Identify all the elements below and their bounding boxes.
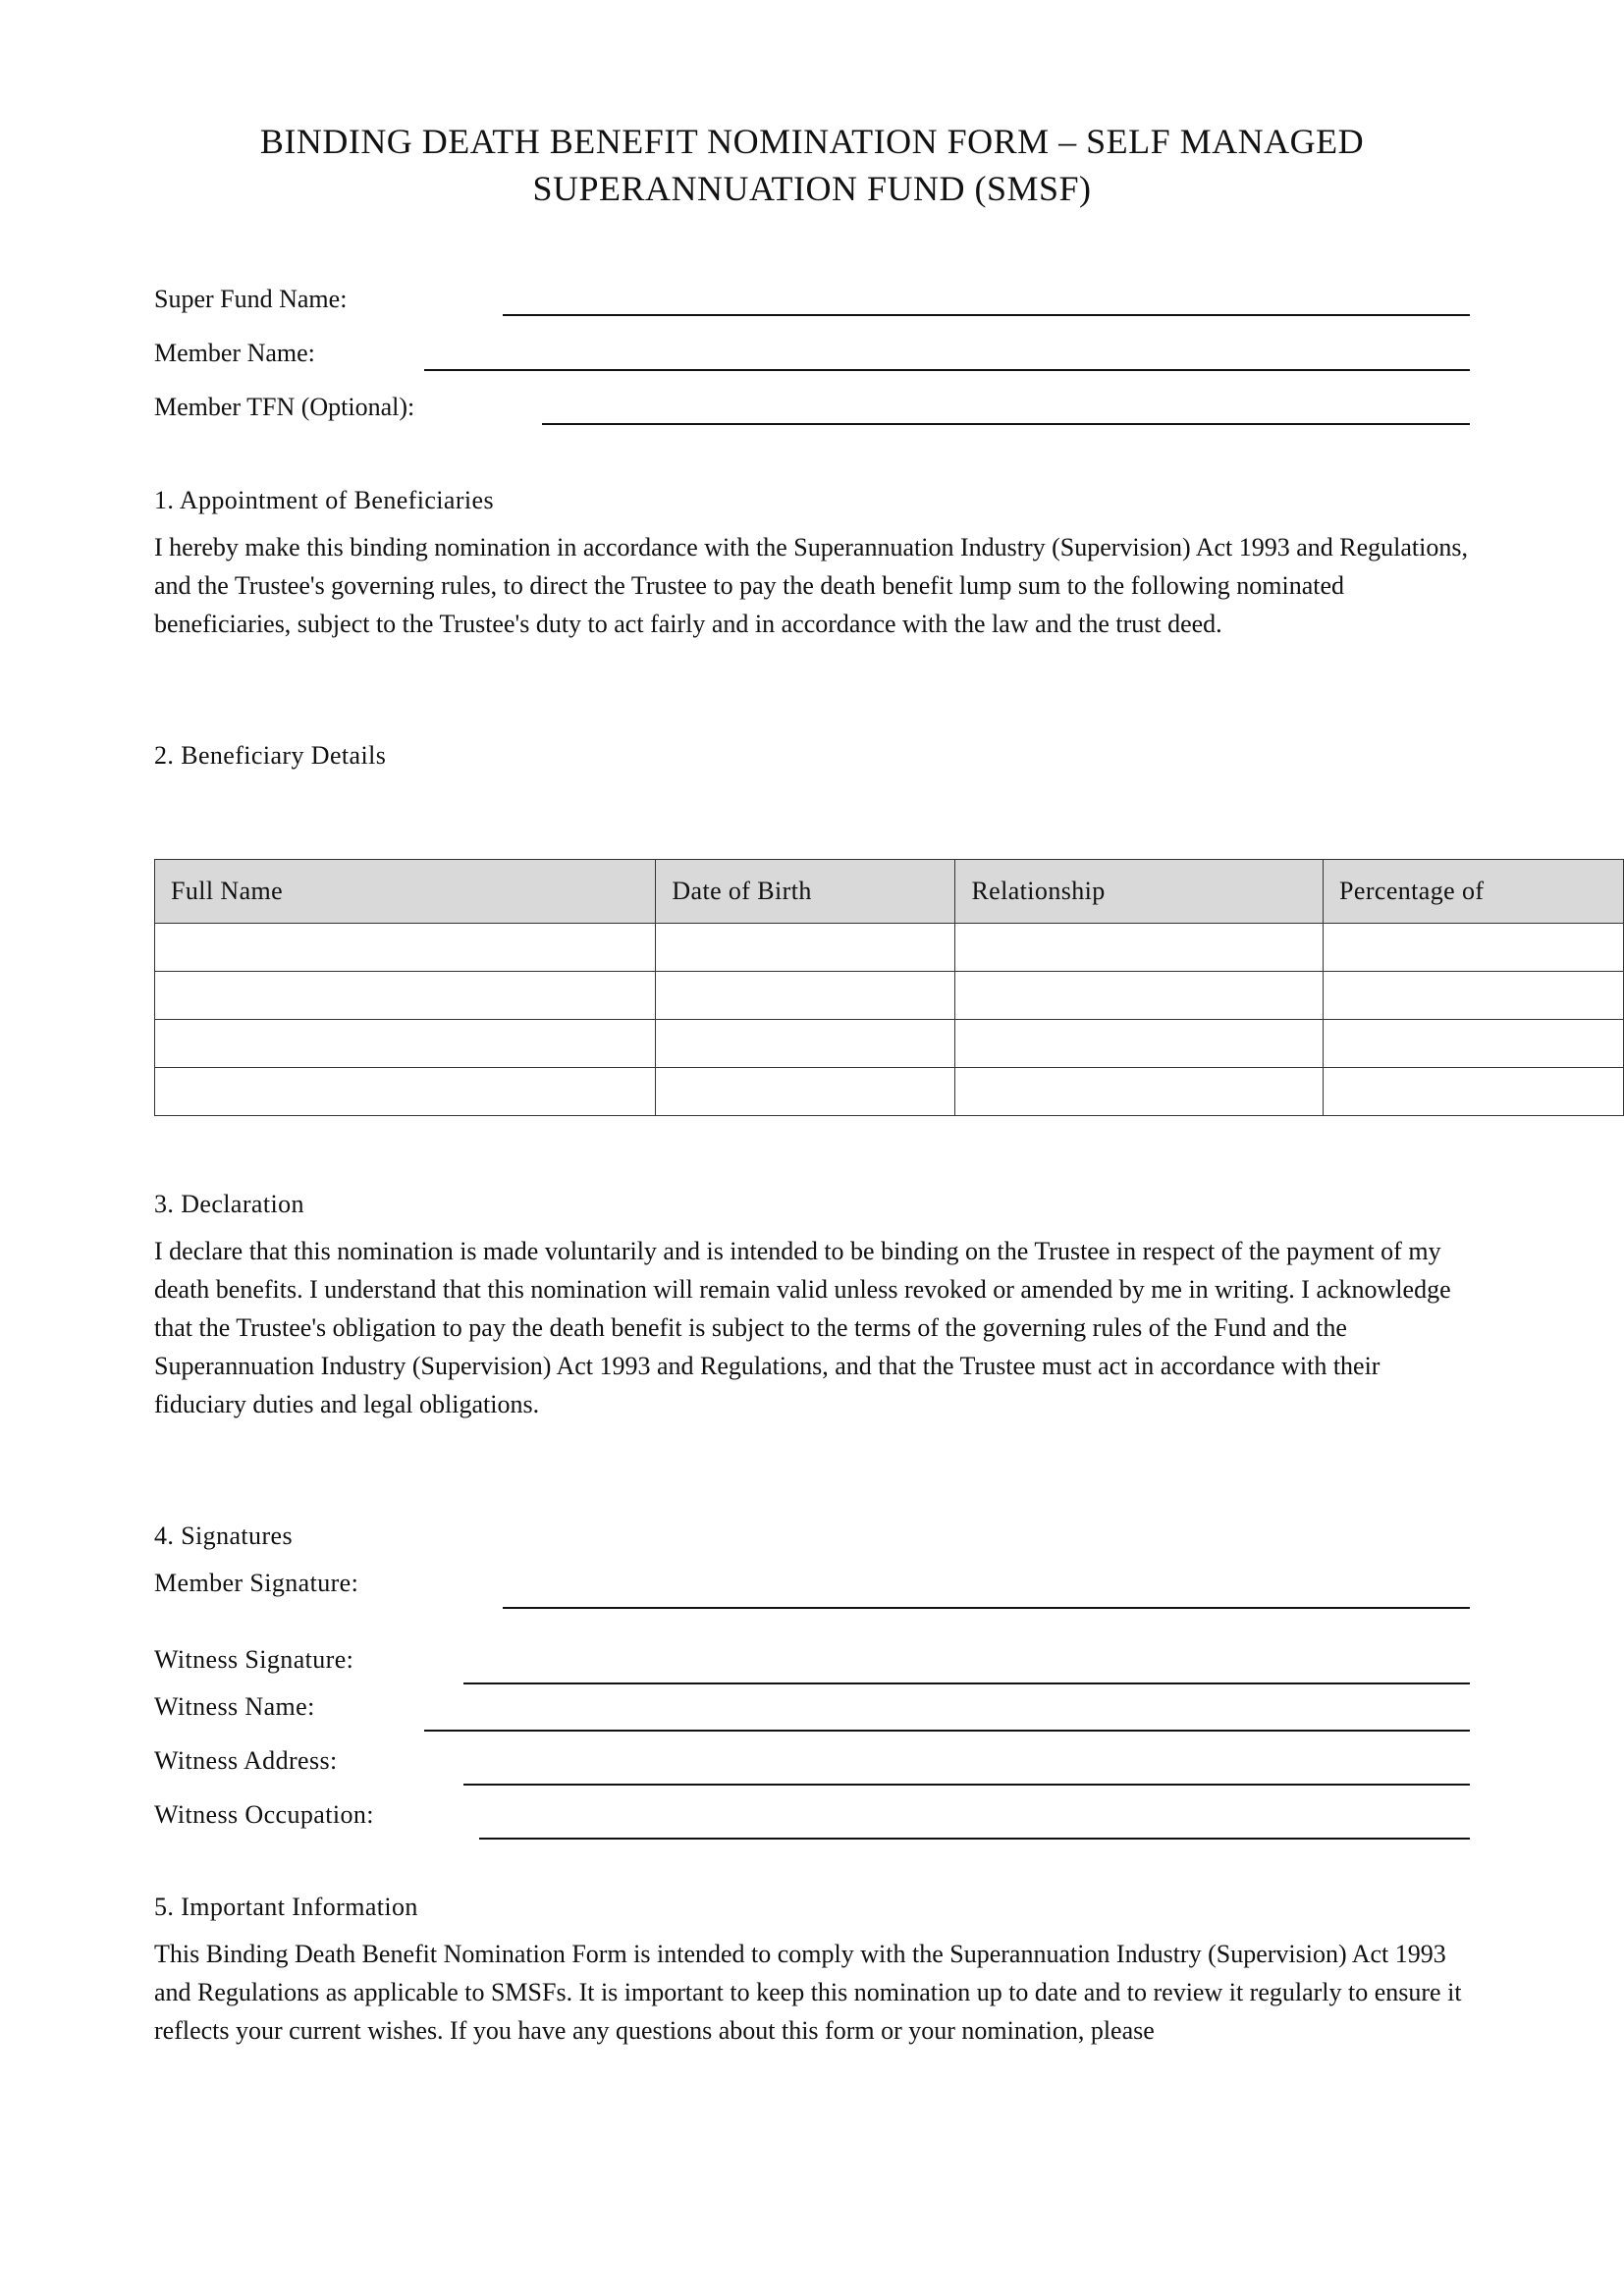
beneficiary-4-full-name[interactable] — [155, 1068, 656, 1116]
beneficiary-2-date-of-birth[interactable] — [656, 972, 955, 1020]
super-fund-name-label: Super Fund Name: — [154, 285, 348, 313]
beneficiary-1-full-name[interactable] — [155, 924, 656, 972]
witness-name-label: Witness Name: — [154, 1692, 315, 1721]
witness-address-label: Witness Address: — [154, 1746, 338, 1775]
beneficiary-4-percentage[interactable] — [1324, 1068, 1624, 1116]
section-5-heading: 5. Important Information — [154, 1893, 418, 1921]
beneficiary-3-date-of-birth[interactable] — [656, 1020, 955, 1068]
member-signature-label: Member Signature: — [154, 1569, 359, 1597]
column-header-relationship: Relationship — [955, 860, 1324, 924]
witness-address-field[interactable] — [463, 1784, 1470, 1786]
member-name-label: Member Name: — [154, 339, 315, 367]
column-header-percentage: Percentage of — [1324, 860, 1624, 924]
section-4-heading: 4. Signatures — [154, 1522, 293, 1550]
beneficiary-1-date-of-birth[interactable] — [656, 924, 955, 972]
column-header-full-name: Full Name — [155, 860, 656, 924]
super-fund-name-field[interactable] — [503, 314, 1470, 316]
table-row — [155, 924, 1624, 972]
section-3-heading: 3. Declaration — [154, 1190, 304, 1218]
form-title-line-2: SUPERANNUATION FUND (SMSF) — [532, 169, 1092, 208]
section-1-heading: 1. Appointment of Beneficiaries — [154, 486, 494, 514]
witness-name-field[interactable] — [424, 1730, 1470, 1732]
beneficiary-1-percentage[interactable] — [1324, 924, 1624, 972]
beneficiary-1-relationship[interactable] — [955, 924, 1324, 972]
section-5-text: This Binding Death Benefit Nomination Form is intended to comply with the Superannuation Industry (Supervision) Act 1993 and Regulations as applicable to SMSFs. It is important to keep this nomination up to date and to review it regularly to ensure it reflects your current wishes. If you have any questions about this form or your nomination, please — [154, 1940, 1462, 2045]
witness-signature-label: Witness Signature: — [154, 1645, 354, 1674]
section-1-text: I hereby make this binding nomination in accordance with the Superannuation Industry (Supervision) Act 1993 and Regulations, and the Trustee's governing rules, to direct the Trustee to pay the death benefit lump sum to the following nominated beneficiaries, subject to the Trustee's duty to act fairly and in accordance with the law and the trust deed. — [154, 533, 1468, 638]
table-row — [155, 1020, 1624, 1068]
form-title — [0, 118, 1624, 212]
beneficiary-2-percentage[interactable] — [1324, 972, 1624, 1020]
beneficiary-4-relationship[interactable] — [955, 1068, 1324, 1116]
beneficiary-2-full-name[interactable] — [155, 972, 656, 1020]
member-name-field[interactable] — [424, 369, 1470, 371]
member-tfn-label: Member TFN (Optional): — [154, 393, 415, 421]
beneficiary-3-percentage[interactable] — [1324, 1020, 1624, 1068]
table-row — [155, 972, 1624, 1020]
beneficiary-table-header — [155, 860, 1624, 924]
beneficiary-3-relationship[interactable] — [955, 1020, 1324, 1068]
beneficiary-table-viewport — [0, 844, 1624, 1139]
column-header-date-of-birth: Date of Birth — [656, 860, 955, 924]
beneficiary-3-full-name[interactable] — [155, 1020, 656, 1068]
beneficiary-table — [154, 859, 1624, 1116]
witness-signature-field[interactable] — [463, 1682, 1470, 1684]
member-tfn-field[interactable] — [542, 423, 1470, 425]
section-3-text: I declare that this nomination is made voluntarily and is intended to be binding on the Trustee in respect of the payment of my death benefits. I understand that this nomination will remain valid unless revoked or amended by me in writing. I acknowledge that the Trustee's obligation to pay the death benefit is subject to the terms of the governing rules of the Fund and the Superannuation Industry (Supervision) Act 1993 and Regulations, and that the Trustee must act in accordance with their fiduciary duties and legal obligations. — [154, 1237, 1451, 1418]
member-signature-field[interactable] — [503, 1607, 1470, 1609]
witness-occupation-field[interactable] — [479, 1838, 1470, 1840]
form-title-line-1: BINDING DEATH BENEFIT NOMINATION FORM – SELF MANAGED — [259, 122, 1365, 161]
beneficiary-4-date-of-birth[interactable] — [656, 1068, 955, 1116]
section-2-heading: 2. Beneficiary Details — [154, 741, 387, 770]
beneficiary-2-relationship[interactable] — [955, 972, 1324, 1020]
witness-occupation-label: Witness Occupation: — [154, 1800, 374, 1829]
table-row — [155, 1068, 1624, 1116]
